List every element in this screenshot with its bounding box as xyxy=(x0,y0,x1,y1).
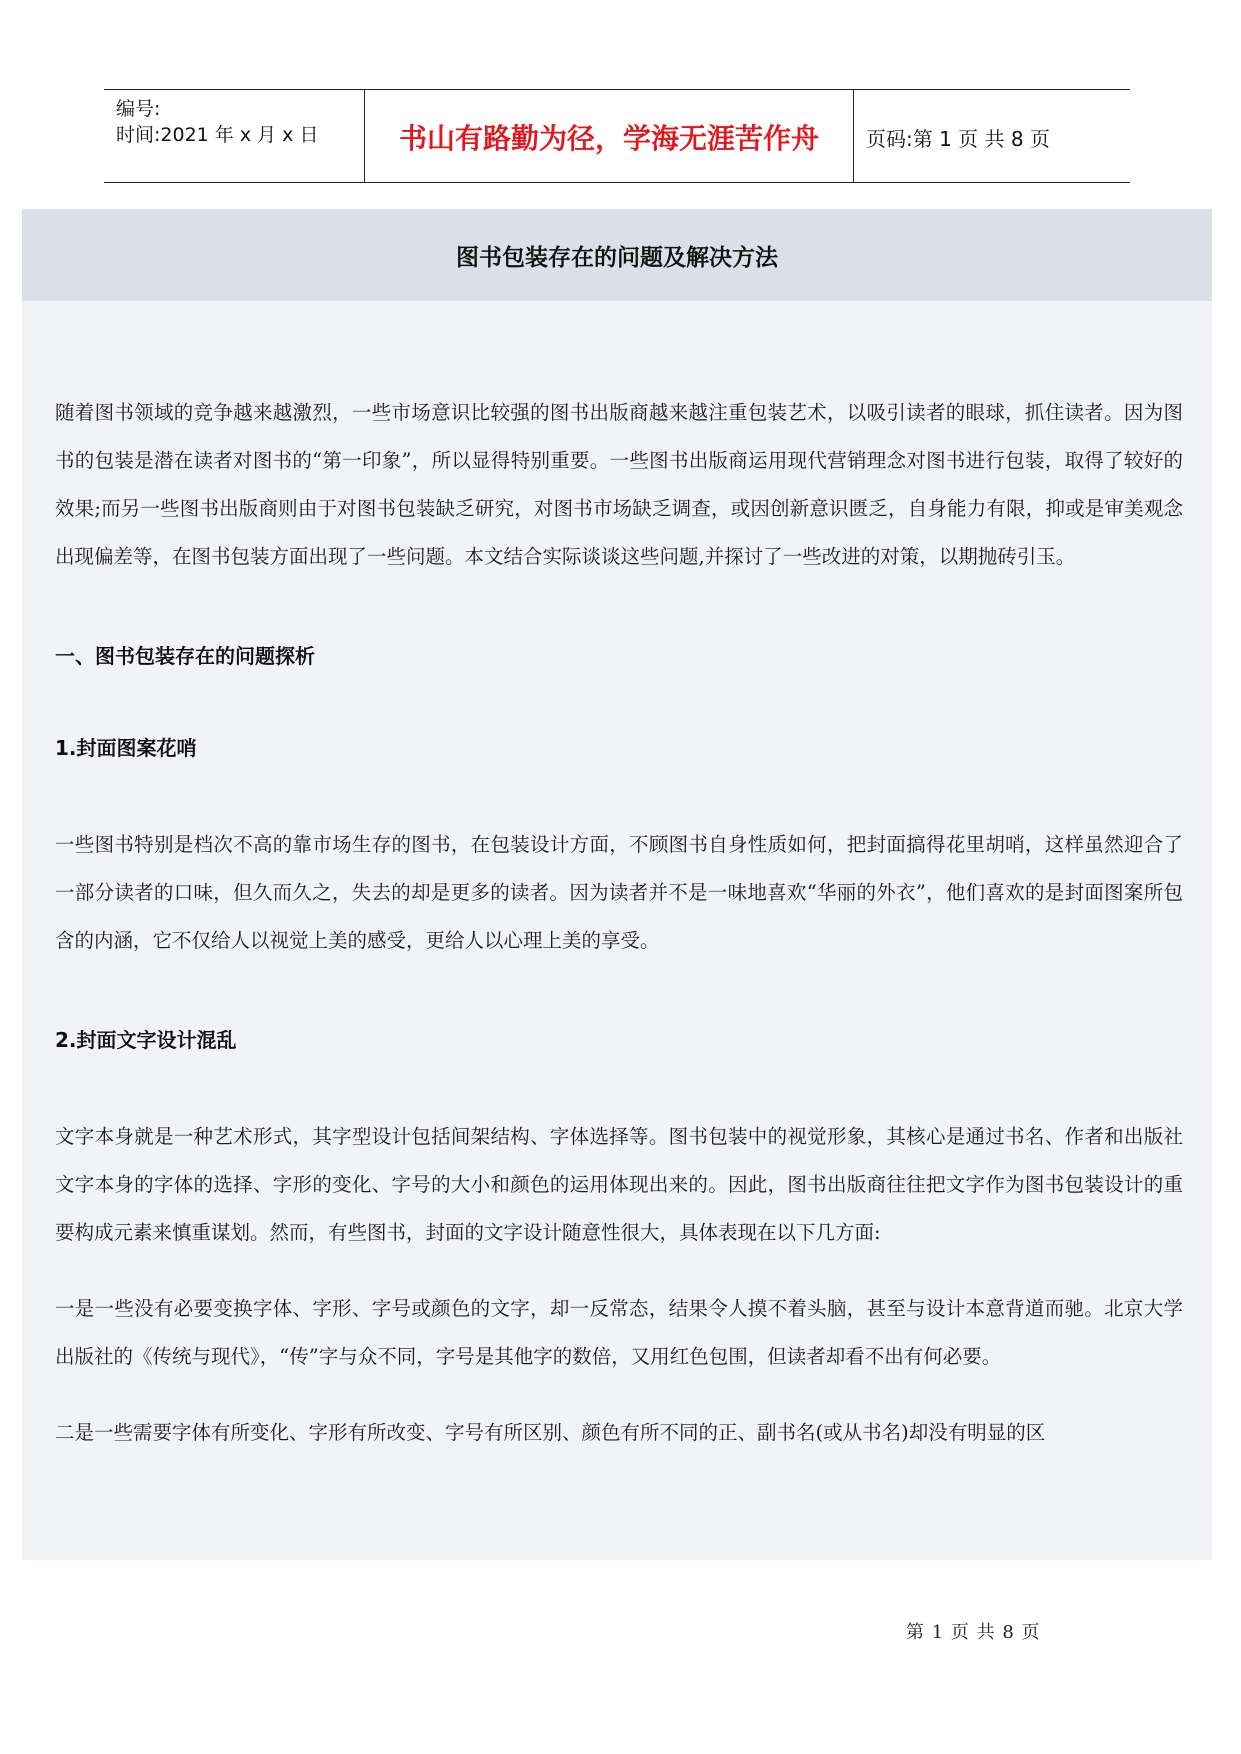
subsection-2-paragraph-2: 一是一些没有必要变换字体、字形、字号或颜色的文字，却一反常态，结果令人摸不着头脑，甚至与设计本意背道而驰。北京大学出版社的《传统与现代》，“传”字与众不同，字号是其他字的数倍，又用红色包围，但读者却看不出有何必要。 xyxy=(55,1297,1183,1368)
subsection-1-paragraph: 一些图书特别是档次不高的靠市场生存的图书，在包装设计方面，不顾图书自身性质如何，把封面搞得花里胡哨，这样虽然迎合了一部分读者的口味，但久而久之，失去的却是更多的读者。因为读者并不是一味地喜欢“华丽的外衣”，他们喜欢的是封面图案所包含的内涵，它不仅给人以视觉上美的感受，更给人以心理上美的享受。 xyxy=(55,833,1183,952)
page-footer: 第 1 页 共 8 页 xyxy=(906,1622,1041,1643)
intro-paragraph: 随着图书领域的竞争越来越激烈，一些市场意识比较强的图书出版商越来越注重包装艺术，以吸引读者的眼球，抓住读者。因为图书的包装是潜在读者对图书的“第一印象”，所以显得特别重要。一些图书出版商运用现代营销理念对图书进行包装，取得了较好的效果;而另一些图书出版商则由于对图书包装缺乏研究，对图书市场缺乏调查，或因创新意识匮乏，自身能力有限，抑或是审美观念出现偏差等，在图书包装方面出现了一些问题。本文结合实际谈谈这些问题,并探讨了一些改进的对策，以期抛砖引玉。 xyxy=(55,401,1183,568)
subsection-heading-1: 1.封面图案花哨 xyxy=(55,736,197,760)
document-header xyxy=(104,89,1130,183)
header-page-number: 页码:第 1 页 共 8 页 xyxy=(866,127,1050,151)
subsection-2-paragraph-3: 二是一些需要字体有所变化、字形有所改变、字号有所区别、颜色有所不同的正、副书名(或从书名)却没有明显的区 xyxy=(55,1421,1046,1444)
document-title: 图书包装存在的问题及解决方法 xyxy=(456,245,778,271)
section-heading: 一、图书包装存在的问题探析 xyxy=(55,644,315,668)
subsection-heading-2: 2.封面文字设计混乱 xyxy=(55,1028,237,1052)
document-time-label: 时间:2021 年 x 月 x 日 xyxy=(116,124,319,146)
header-motto-cell xyxy=(364,90,854,182)
header-meta-cell xyxy=(104,90,364,182)
subsection-2-paragraph-1: 文字本身就是一种艺术形式，其字型设计包括间架结构、字体选择等。图书包装中的视觉形象，其核心是通过书名、作者和出版社文字本身的字体的选择、字形的变化、字号的大小和颜色的运用体现出来的。因此，图书出版商往往把文字作为图书包装设计的重要构成元素来慎重谋划。然而，有些图书，封面的文字设计随意性很大，具体表现在以下几方面: xyxy=(55,1125,1183,1244)
document-content xyxy=(55,389,1183,1457)
body-panel xyxy=(22,301,1212,1560)
header-motto: 书山有路勤为径，学海无涯苦作舟 xyxy=(398,122,819,155)
document-number-label: 编号: xyxy=(116,98,161,120)
header-page-cell xyxy=(854,90,1130,182)
title-band xyxy=(22,209,1212,301)
